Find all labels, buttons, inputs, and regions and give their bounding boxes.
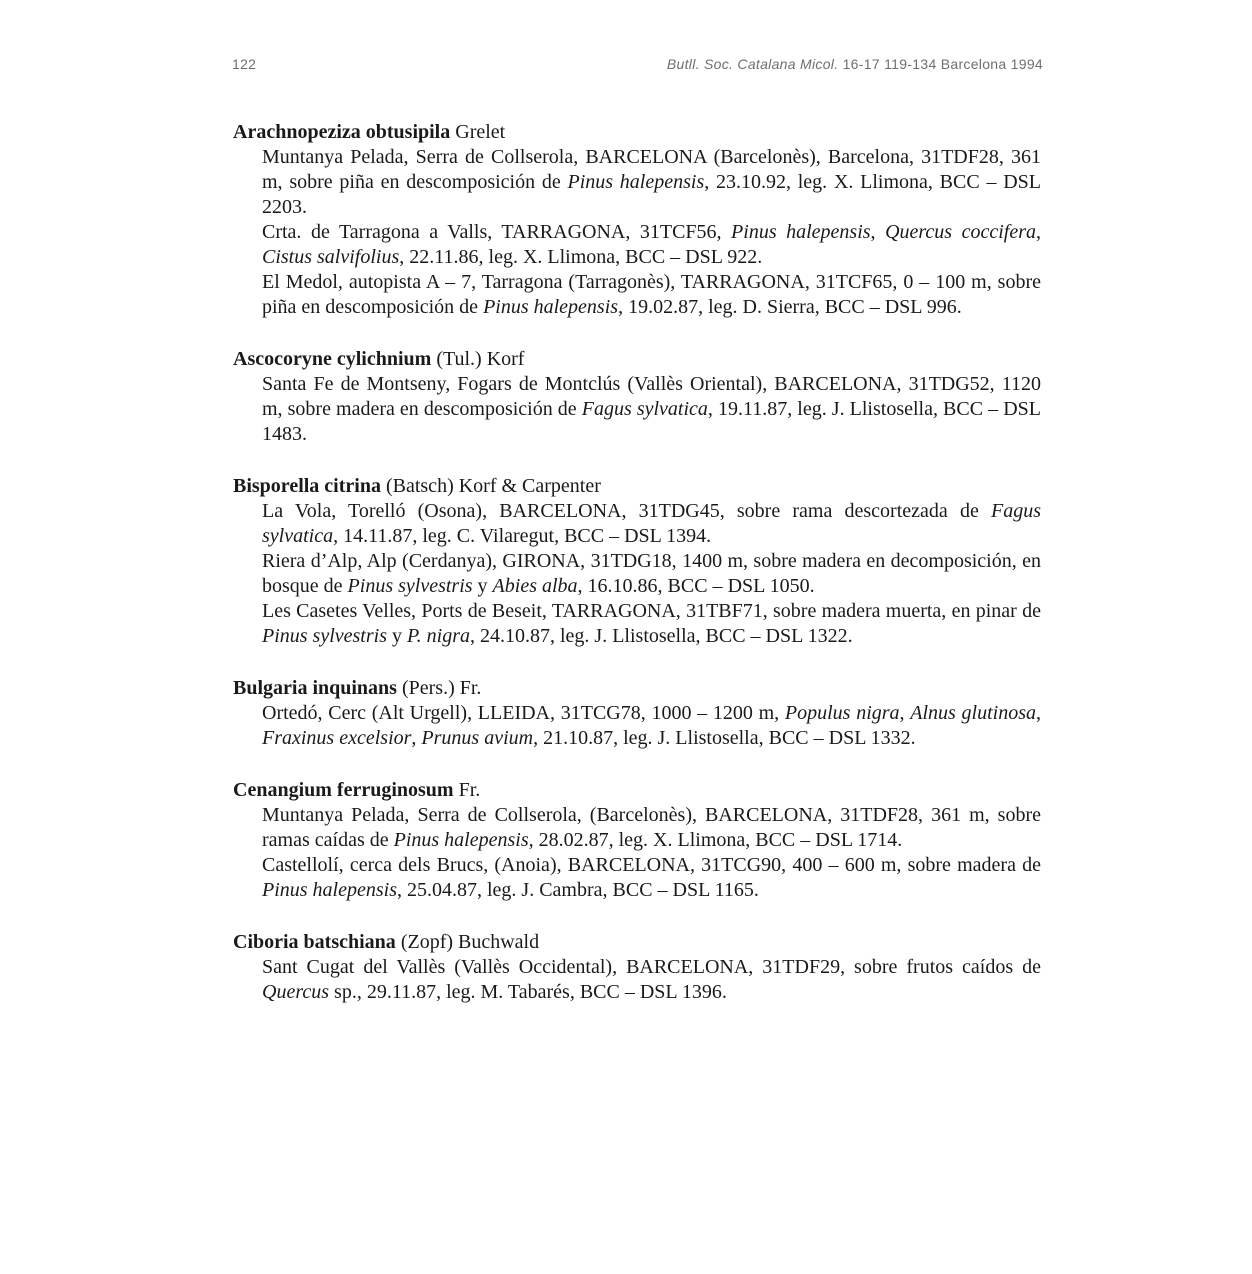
taxon-name: Quercus coccifera <box>885 221 1036 243</box>
record-text: , <box>411 727 422 749</box>
taxon-name: Fagus sylvatica <box>581 398 708 420</box>
collection-record <box>262 853 1041 903</box>
species-list <box>233 120 1041 1032</box>
species-name: Cenangium ferruginosum <box>233 779 454 801</box>
taxon-name: Prunus avium <box>421 727 534 749</box>
species-entry <box>233 120 1041 320</box>
record-text: El Medol, autopista A – 7, Tarragona (Tarragonès), TARRAGONA, 31TCF65, 0 – 100 m, sobre piña en descomposición de <box>262 271 1041 318</box>
record-text: Muntanya Pelada, Serra de Collserola, BARCELONA (Barcelonès), Barcelona, 31TDF28, 361 m, sobre piña en descomposición de <box>262 146 1041 193</box>
species-heading <box>233 676 1041 701</box>
collection-record <box>262 701 1041 751</box>
record-text: , 22.11.86, leg. X. Llimona, BCC – DSL 922. <box>399 246 763 268</box>
journal-citation <box>667 56 1043 72</box>
taxon-name: Fagus sylvatica <box>262 500 1041 547</box>
species-entry <box>233 474 1041 649</box>
collection-record <box>262 803 1041 853</box>
species-author: Fr. <box>453 779 481 801</box>
species-name: Bulgaria inquinans <box>233 677 397 699</box>
record-text: , <box>899 702 911 724</box>
species-author: (Tul.) Korf <box>431 348 525 370</box>
taxon-name: Pinus halepensis <box>483 296 619 318</box>
collection-record <box>262 270 1041 320</box>
taxon-name: Abies alba <box>492 575 578 597</box>
record-text: , <box>870 221 886 243</box>
taxon-name: Cistus salvifolius <box>262 246 400 268</box>
record-text: , <box>1036 702 1042 724</box>
taxon-name: Pinus halepensis <box>567 171 705 193</box>
journal-volume-pages-year: 16-17 119-134 Barcelona 1994 <box>838 56 1043 72</box>
record-text: Santa Fe de Montseny, Fogars de Montclús (Vallès Oriental), BARCELONA, 31TDG52, 1120 m, sobre madera en descomposición de <box>262 373 1041 420</box>
record-text: y <box>472 575 493 597</box>
species-author: Grelet <box>450 121 506 143</box>
species-heading <box>233 474 1041 499</box>
taxon-name: Fraxinus excelsior <box>262 727 412 749</box>
record-text: Les Casetes Velles, Ports de Beseit, TARRAGONA, 31TBF71, sobre madera muerta, en pinar de <box>262 600 1041 622</box>
species-author: (Zopf) Buchwald <box>395 931 540 953</box>
record-text: , 14.11.87, leg. C. Vilaregut, BCC – DSL 1394. <box>333 525 712 547</box>
taxon-name: Pinus halepensis <box>731 221 871 243</box>
species-heading <box>233 778 1041 803</box>
species-entry <box>233 930 1041 1005</box>
record-text: Riera d’Alp, Alp (Cerdanya), GIRONA, 31TDG18, 1400 m, sobre madera en decomposición, en bosque de <box>262 550 1041 597</box>
species-entry <box>233 347 1041 447</box>
collection-record <box>262 499 1041 549</box>
taxon-name: P. nigra <box>407 625 470 647</box>
record-text: , 21.10.87, leg. J. Llistosella, BCC – DSL 1332. <box>533 727 916 749</box>
record-text: La Vola, Torelló (Osona), BARCELONA, 31TDG45, sobre rama descortezada de <box>262 500 991 522</box>
collection-record <box>262 372 1041 447</box>
record-text: y <box>387 625 407 647</box>
taxon-name: Alnus glutinosa <box>910 702 1037 724</box>
record-text: , 16.10.86, BCC – DSL 1050. <box>577 575 815 597</box>
taxon-name: Pinus sylvestris <box>262 625 387 647</box>
taxon-name: Pinus halepensis <box>393 829 529 851</box>
collection-record <box>262 955 1041 1005</box>
species-name: Ciboria batschiana <box>233 931 396 953</box>
record-text: Ortedó, Cerc (Alt Urgell), LLEIDA, 31TCG78, 1000 – 1200 m, <box>262 702 785 724</box>
species-name: Bisporella citrina <box>233 475 381 497</box>
collection-record <box>262 599 1041 649</box>
record-text: Crta. de Tarragona a Valls, TARRAGONA, 31TCF56, <box>262 221 732 243</box>
collection-record <box>262 220 1041 270</box>
species-heading <box>233 347 1041 372</box>
record-text: Sant Cugat del Vallès (Vallès Occidental), BARCELONA, 31TDF29, sobre frutos caídos de <box>262 956 1041 978</box>
collection-record <box>262 549 1041 599</box>
record-text: , 28.02.87, leg. X. Llimona, BCC – DSL 1714. <box>528 829 903 851</box>
record-text: , 23.10.92, leg. X. Llimona, BCC – DSL 2203. <box>262 171 1041 218</box>
species-author: (Pers.) Fr. <box>396 677 482 699</box>
species-entry <box>233 676 1041 751</box>
taxon-name: Pinus sylvestris <box>347 575 473 597</box>
record-text: , 19.11.87, leg. J. Llistosella, BCC – DSL 1483. <box>262 398 1041 445</box>
taxon-name: Populus nigra <box>784 702 900 724</box>
record-text: , 19.02.87, leg. D. Sierra, BCC – DSL 996. <box>618 296 962 318</box>
species-entry <box>233 778 1041 903</box>
species-heading <box>233 930 1041 955</box>
collection-record <box>262 145 1041 220</box>
record-text: sp., 29.11.87, leg. M. Tabarés, BCC – DSL 1396. <box>329 981 727 1003</box>
journal-name: Butll. Soc. Catalana Micol. <box>666 56 839 72</box>
record-text: , 24.10.87, leg. J. Llistosella, BCC – DSL 1322. <box>469 625 853 647</box>
taxon-name: Quercus <box>262 981 330 1003</box>
species-author: (Batsch) Korf & Carpenter <box>380 475 601 497</box>
record-text: Castellolí, cerca dels Brucs, (Anoia), BARCELONA, 31TCG90, 400 – 600 m, sobre madera de <box>262 854 1041 876</box>
species-name: Ascocoryne cylichnium <box>233 348 432 370</box>
record-text: , <box>1036 221 1041 243</box>
page-number: 122 <box>232 56 257 72</box>
species-name: Arachnopeziza obtusipila <box>233 121 451 143</box>
record-text: , 25.04.87, leg. J. Cambra, BCC – DSL 1165. <box>397 879 759 901</box>
record-text: Muntanya Pelada, Serra de Collserola, (Barcelonès), BARCELONA, 31TDF28, 361 m, sobre ramas caídas de <box>262 804 1041 851</box>
taxon-name: Pinus halepensis <box>262 879 397 901</box>
species-heading <box>233 120 1041 145</box>
